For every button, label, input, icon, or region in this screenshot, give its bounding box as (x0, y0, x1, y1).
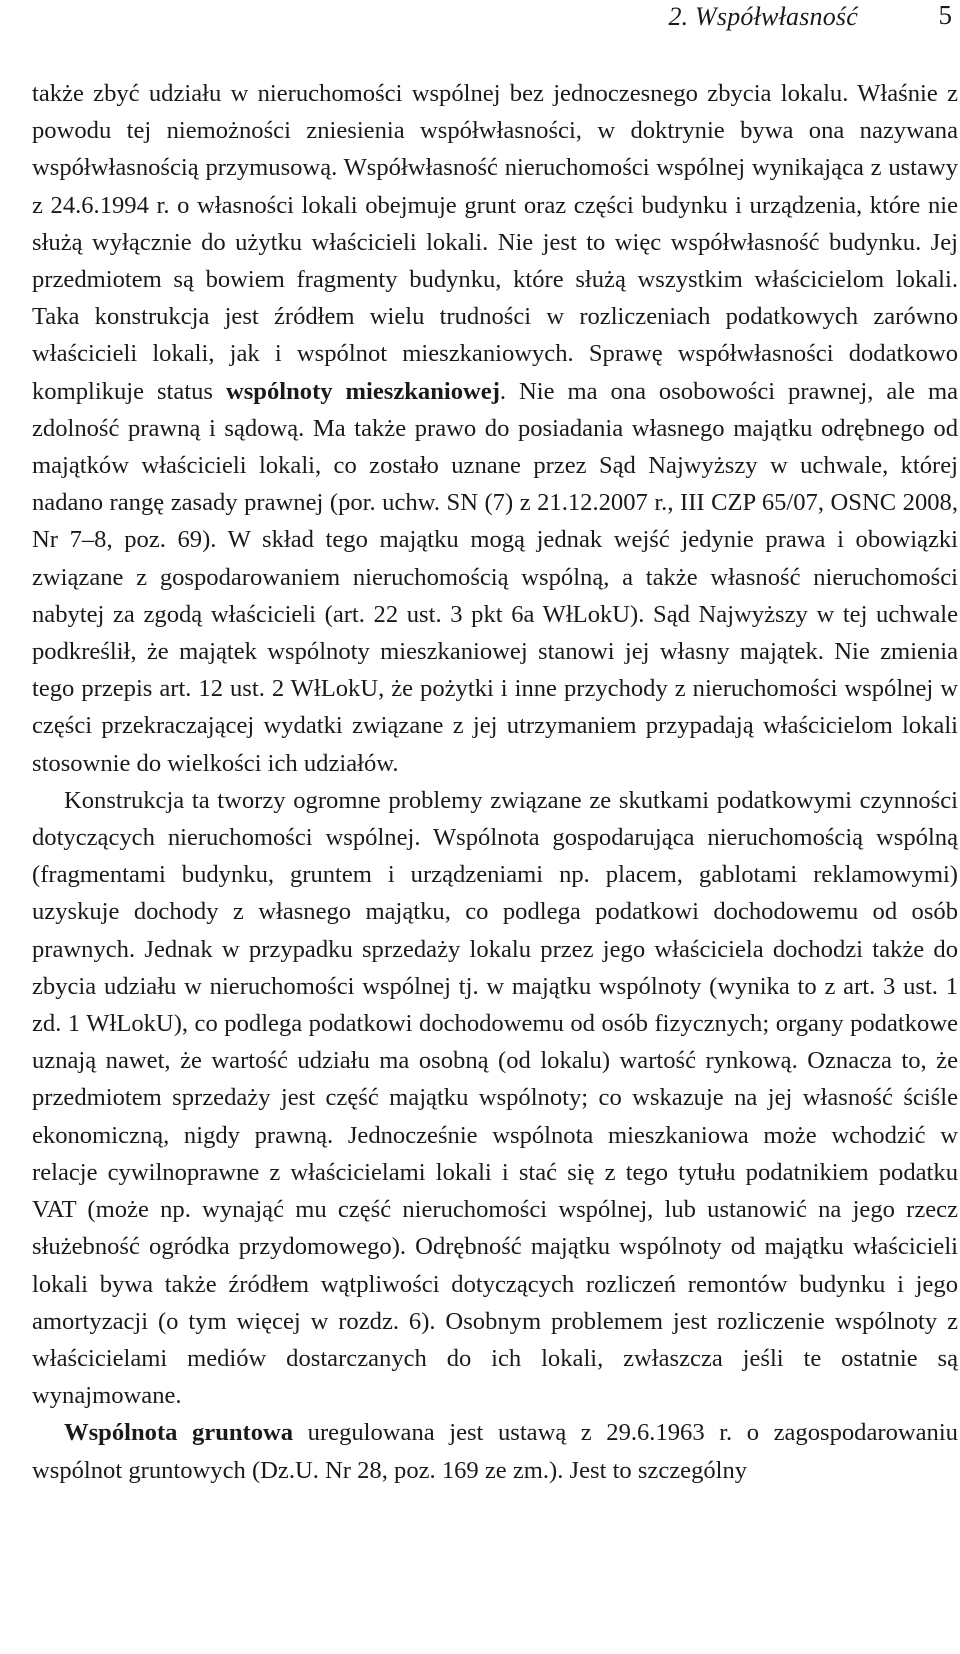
bold-term: wspólnoty mieszkaniowej (225, 377, 500, 405)
bold-term: Wspólnota gruntowa (64, 1419, 294, 1447)
page-number: 5 (938, 0, 952, 30)
body-text (32, 75, 958, 1489)
chapter-title: 2. Współwłasność (668, 2, 858, 31)
paragraph (32, 782, 958, 1414)
running-header (32, 0, 958, 40)
text-run: . Nie ma ona osobowości prawnej, ale ma zdolność prawną i sądową. Ma także prawo do posiadania własnego majątku odrębnego od majątków właścicieli lokali, co zostało uznane przez Sąd Najwyższy w uchwale, której nadano rangę zasady prawnej (por. uchw. SN (7) z 21.12.2007 r., III CZP 65/07, OSNC 2008, Nr 7–8, poz. 69). W skład tego majątku mogą jednak wejść jedynie prawa i obowiązki związane z gospodarowaniem nieruchomością wspólną, a także własność nieruchomości nabytej za zgodą właścicieli (art. 22 ust. 3 pkt 6a WłLokU). Sąd Najwyższy w tej uchwale podkreślił, że majątek wspólnoty mieszkaniowej stanowi jej własny majątek. Nie zmienia tego przepis art. 12 ust. 2 WłLokU, że pożytki i inne przychody z nieruchomości wspólnej w części przekraczającej wydatki związane z jej utrzymaniem przypadają właścicielom lokali stosownie do wielkości ich udziałów. (32, 377, 958, 777)
text-run: także zbyć udziału w nieruchomości wspólnej bez jednoczesnego zbycia lokalu. Właśnie z powodu tej niemożności zniesienia współwłasności, w doktrynie bywa ona nazywana współwłasnością przymusową. Współwłasność nieruchomości wspólnej wynikająca z ustawy z 24.6.1994 r. o własności lokali obejmuje grunt oraz części budynku i urządzenia, które nie służą wyłącznie do użytku właścicieli lokali. Nie jest to więc współwłasność budynku. Jej przedmiotem są bowiem fragmenty budynku, które służą wszystkim właścicielom lokali. Taka konstrukcja jest źródłem wielu trudności w rozliczeniach podatkowych zarówno właścicieli lokali, jak i wspólnot mieszkaniowych. Sprawę współwłasności dodatkowo komplikuje status (32, 80, 958, 405)
text-run: uregulowana jest ustawą z 29.6.1963 r. o zagospodarowaniu wspólnot gruntowych (Dz.U. Nr 28, poz. 169 ze zm.). Jest to szczególny (32, 1419, 958, 1484)
paragraph (32, 75, 958, 782)
text-run: Konstrukcja ta tworzy ogromne problemy związane ze skutkami podatkowymi czynności dotyczących nieruchomości wspólnej. Wspólnota gospodarująca nieruchomością wspólną (fragmentami budynku, gruntem i urządzeniami np. placem, gablotami reklamowymi) uzyskuje dochody z własnego majątku, co podlega podatkowi dochodowemu od osób prawnych. Jednak w przypadku sprzedaży lokalu przez jego właściciela dochodzi także do zbycia udziału w nieruchomości wspólnej tj. w majątku wspólnoty (wynika to z art. 3 ust. 1 zd. 1 WłLokU), co podlega podatkowi dochodowemu od osób fizycznych; organy podatkowe uznają nawet, że wartość udziału ma osobną (od lokalu) wartość rynkową. Oznacza to, że przedmiotem sprzedaży jest część majątku wspólnoty; co wskazuje na jej własność ściśle ekonomiczną, nigdy prawną. Jednocześnie wspólnota mieszkaniowa może wchodzić w relacje cywilnoprawne z właścicielami lokali i stać się z tego tytułu podatnikiem podatku VAT (może np. wynająć mu część nieruchomości wspólnej, lub ustanowić na jego rzecz służebność ogródka przydomowego). Odrębność majątku wspólnoty od majątku właścicieli lokali bywa także źródłem wątpliwości dotyczących rozliczeń remontów budynku i jego amortyzacji (o tym więcej w rozdz. 6). Osobnym problemem jest rozliczenie wspólnoty z właścicielami mediów dostarczanych do ich lokali, zwłaszcza jeśli te ostatnie są wynajmowane. (32, 786, 958, 1410)
paragraph (32, 1414, 958, 1488)
